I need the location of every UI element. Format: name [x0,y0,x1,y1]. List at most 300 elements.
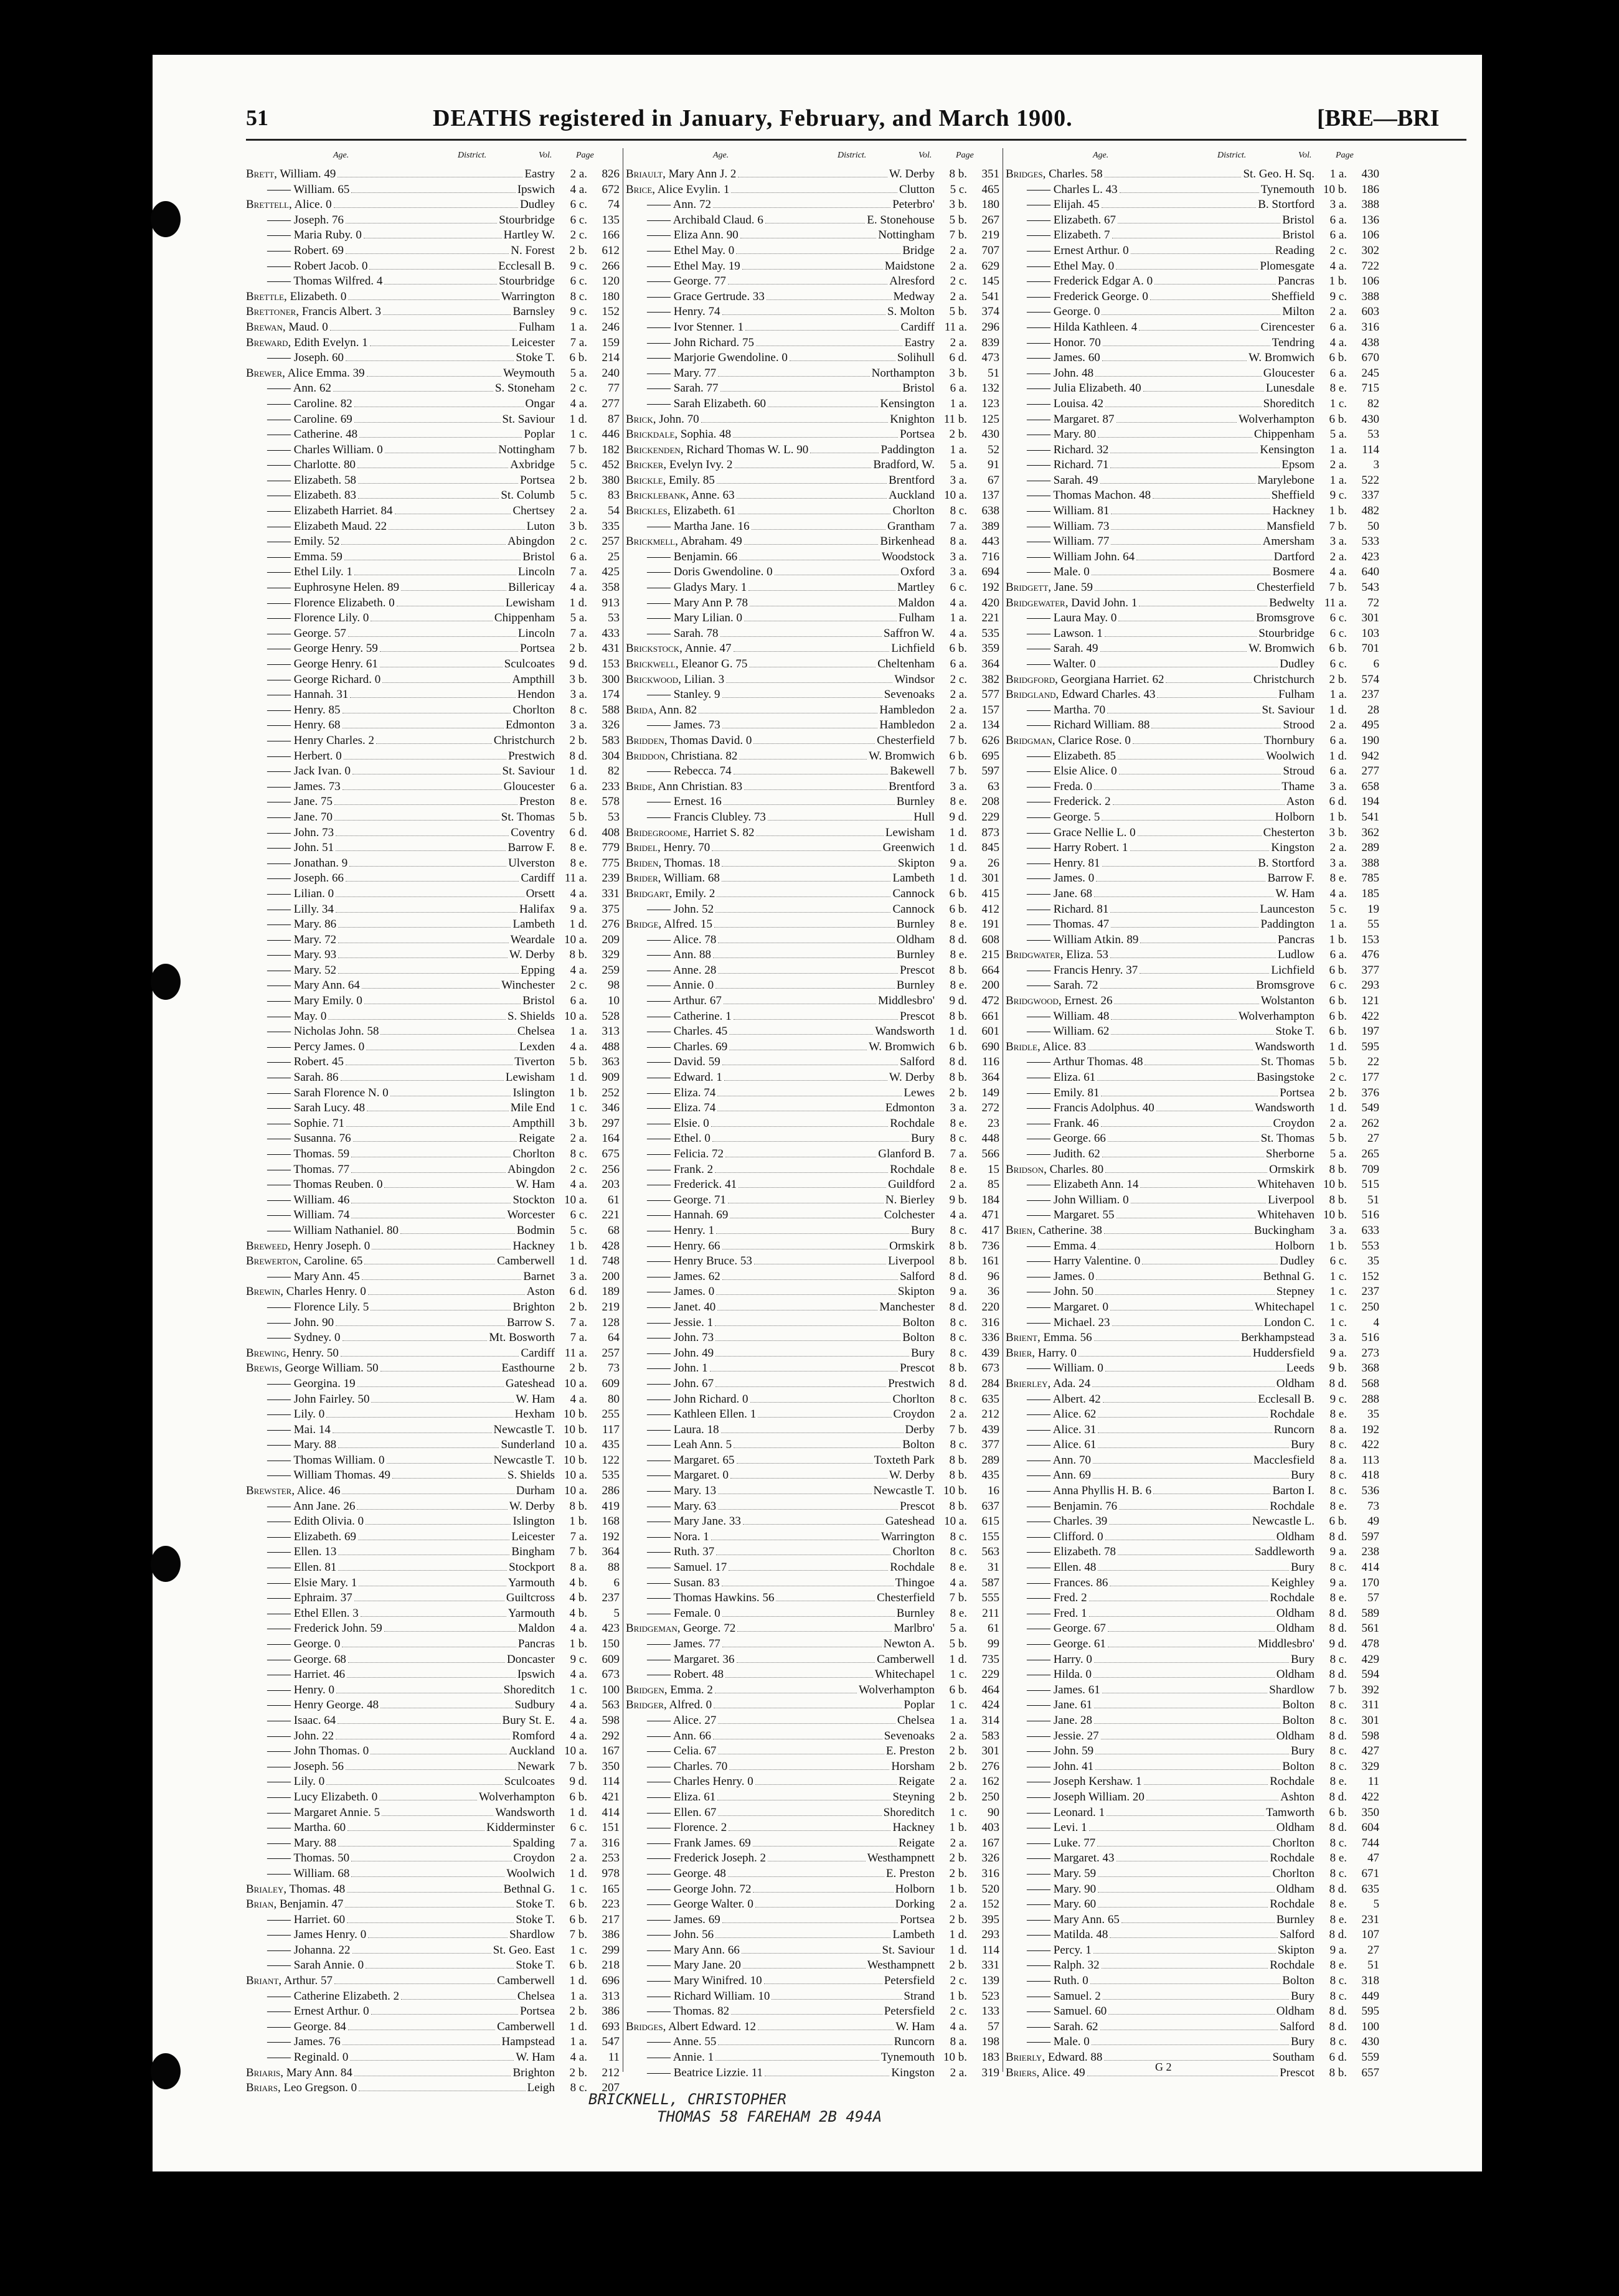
entry-district: Oldham [1276,1668,1315,1682]
register-entry [1006,1254,1379,1269]
entry-page: 255 [602,1408,620,1421]
ditto-dash: —— [647,1285,674,1299]
entry-volume: 3 a. [1329,856,1347,870]
entry-district: Rochdale [890,1561,935,1574]
entry-page: 136 [1361,213,1379,227]
entry-age: 0 [1130,826,1136,839]
ditto-dash: —— [1027,1009,1054,1023]
entry-given-name: Alfred. [663,918,698,931]
leader-dots [1143,391,1264,392]
entry-volume: 8 e. [1329,1898,1347,1911]
entry-name [1006,504,1109,519]
entry-age: 2 [760,1851,767,1865]
entry-volume: 6 c. [1329,657,1347,670]
entry-district: Ecclesall B. [498,259,555,273]
entry-volume: 1 b. [1329,275,1347,288]
entry-name [626,1223,714,1239]
entry-given-name: Percy. [1053,1943,1083,1957]
entry-name [626,1131,710,1147]
leader-dots [1093,1478,1289,1479]
entry-age: 70 [698,841,710,855]
leader-dots [734,651,890,652]
entry-given-name: Henry. [1053,856,1085,870]
entry-page: 151 [602,1821,620,1835]
entry-age: 37 [1126,963,1138,977]
entry-volume: 6 a. [1329,765,1347,778]
leader-dots [358,498,499,499]
entry-name [626,1315,713,1331]
entry-page: 73 [1367,1499,1379,1513]
entry-page: 635 [1361,1882,1379,1896]
entry-age: 67 [702,1376,714,1390]
entry-name [626,2020,756,2035]
entry-name [246,1866,349,1882]
entry-age: 67 [704,1805,717,1819]
entry-page: 135 [602,213,620,227]
entry-page: 289 [981,1453,999,1467]
entry-given-name: Gladys Mary. [673,581,738,595]
register-entry [626,672,999,688]
leader-dots [713,957,895,958]
entry-volume: 10 a. [564,1469,587,1482]
entry-name [246,948,336,963]
register-entry [1006,1637,1379,1652]
entry-surname: Brialey, [246,1882,287,1896]
entry-name [626,1545,714,1560]
entry-district: Auckland [889,489,935,502]
entry-district: Bristol [1282,228,1315,242]
entry-district: Woolwich [1266,749,1315,763]
ditto-dash: —— [267,1683,294,1696]
leader-dots [744,789,887,790]
register-entry [246,1437,620,1453]
entry-page: 465 [981,182,999,196]
register-entry [246,1851,620,1866]
entry-age: 46 [328,1484,341,1498]
entry-volume: 5 a. [1329,428,1347,441]
leader-dots [371,2014,518,2015]
entry-page: 155 [981,1530,999,1543]
ditto-dash: —— [1027,2020,1054,2033]
leader-dots [1102,820,1273,821]
entry-volume: 1 c. [950,1805,967,1819]
entry-name [626,596,748,611]
entry-name [246,1376,356,1392]
entry-volume: 8 c. [1329,2035,1347,2049]
entry-page: 351 [981,167,999,181]
entry-district: Prescot [900,1499,935,1513]
entry-age: 0 [736,611,743,625]
entry-page: 744 [1361,1836,1379,1850]
entry-page: 316 [981,1315,999,1329]
leader-dots [368,1937,507,1938]
entry-district: Epping [521,963,555,977]
leader-dots [1110,1937,1278,1938]
entry-district: Knighton [890,412,935,426]
register-entry [246,626,620,642]
entry-district: S. Shields [507,1009,555,1023]
leader-dots [338,1447,499,1448]
entry-volume: 8 c. [570,289,587,303]
entry-volume: 6 d. [1329,2051,1347,2064]
entry-name [626,2035,716,2050]
entry-age: 42 [1088,1392,1101,1406]
entry-given-name: James. [673,718,706,732]
entry-page: 382 [981,672,999,686]
register-entry [246,412,620,428]
entry-age: 61 [1088,1683,1100,1696]
entry-page: 80 [608,1392,620,1406]
entry-district: Hackney [892,1821,935,1835]
entry-volume: 1 c. [1329,1285,1347,1299]
entry-age: 0 [707,979,714,992]
entry-age: 0 [1082,1974,1088,1988]
entry-given-name: Thomas. [293,1851,335,1865]
entry-district: W. Derby [889,1071,935,1084]
entry-volume: 8 e. [950,948,967,962]
entry-page: 392 [1361,1683,1379,1696]
entry-district: Runcorn [1273,1423,1315,1436]
register-entry [1006,1530,1379,1545]
entry-name [246,733,374,749]
entry-volume: 7 a. [950,1147,967,1160]
entry-age: 49 [702,1346,714,1360]
entry-district: Dudley [1280,657,1315,670]
entry-name [626,228,739,243]
entry-name [246,519,387,535]
leader-dots [1094,1723,1280,1724]
entry-given-name: Emily. [293,535,325,548]
leader-dots [351,192,515,193]
entry-district: Kidderminster [486,1821,555,1835]
column-header-district: District. [1217,151,1247,160]
entry-given-name: Emma. [293,550,328,563]
entry-page: 237 [1361,688,1379,702]
entry-given-name: James. [293,779,326,793]
entry-district: Sculcoates [504,657,555,670]
entry-page: 553 [1361,1239,1379,1253]
entry-given-name: Florence Lily. [293,611,361,625]
entry-name [246,641,378,657]
register-entry [246,1453,620,1469]
entry-name [626,1437,732,1453]
entry-page: 54 [608,504,620,518]
entry-volume: 1 b. [949,1989,967,2003]
register-entry [626,182,999,198]
entry-district: Steyning [892,1790,935,1804]
register-entry [626,534,999,550]
leader-dots [1100,651,1247,652]
entry-name [626,412,699,428]
entry-volume: 4 a. [570,1729,587,1743]
leader-dots [1139,330,1258,331]
entry-given-name: Mary Ann J. [668,167,728,181]
entry-volume: 6 b. [949,902,967,916]
entry-age: 0 [1146,275,1153,288]
entry-volume: 8 d. [949,1300,967,1314]
ditto-dash: —— [267,1576,294,1589]
entry-volume: 9 a. [1329,1346,1347,1360]
register-entry [246,1239,620,1254]
leader-dots [737,1631,892,1632]
entry-given-name: Louisa. [1053,397,1089,410]
entry-volume: 6 a. [1329,948,1347,962]
entry-given-name: Hannah. [673,1208,714,1222]
leader-dots [722,1616,895,1617]
entry-age: 45 [1087,198,1100,212]
entry-surname: Brickdale, [626,428,678,441]
ditto-dash: —— [267,182,294,196]
entry-page: 211 [982,1606,999,1620]
entry-district: W. Bromwich [1248,642,1315,656]
entry-name [246,1621,382,1637]
entry-given-name: William. [280,167,321,181]
entry-page: 223 [602,1898,620,1911]
entry-district: Rochdale [1270,1898,1315,1911]
entry-volume: 8 a. [570,1561,587,1574]
entry-page: 555 [981,1591,999,1605]
entry-name [1006,1958,1100,1974]
register-entry [1006,336,1379,351]
entry-district: Oldham [1276,1821,1315,1835]
entry-age: 0 [357,1959,364,1972]
entry-district: Salford [1280,2020,1315,2033]
entry-volume: 8 c. [950,1346,967,1360]
entry-name [626,1009,732,1025]
entry-name [1006,596,1137,611]
entry-surname: Briars, [246,2081,281,2095]
entry-volume: 8 c. [570,2081,587,2095]
ditto-dash: —— [647,1775,674,1789]
ditto-dash: —— [267,2051,294,2064]
leader-dots [384,284,497,285]
entry-given-name: John. [293,841,319,855]
ditto-dash: —— [267,259,294,273]
entry-surname: Brett, [246,167,277,181]
entry-age: 74 [719,765,732,778]
entry-name [246,1713,336,1729]
register-entry [626,1453,999,1469]
entry-volume: 7 a. [570,626,587,640]
entry-name [1006,794,1111,810]
register-entry [1006,1560,1379,1576]
entry-name [626,1576,720,1591]
register-entry [1006,1208,1379,1223]
entry-volume: 4 a. [1329,259,1347,273]
ditto-dash: —— [647,626,674,640]
column-header-district: District. [838,151,867,160]
entry-surname: Brettle, [246,289,287,303]
entry-age: 69 [715,1040,728,1053]
entry-district: Shoreditch [883,1805,935,1819]
entry-district: Lambeth [512,918,555,931]
ditto-dash: —— [647,2035,673,2049]
entry-page: 448 [981,1132,999,1146]
ditto-dash: —— [267,1269,294,1283]
leader-dots [336,850,506,851]
entry-name [626,1086,715,1101]
entry-volume: 1 d. [569,1805,587,1819]
entry-volume: 2 c. [570,228,587,242]
entry-given-name: Ralph. [1053,1959,1085,1972]
register-entry [246,1805,620,1821]
leader-dots [336,1325,505,1326]
ditto-dash: —— [1027,1408,1053,1421]
ditto-dash: —— [267,1713,294,1727]
ditto-dash: —— [1027,1851,1054,1865]
entry-age: 70 [1093,703,1106,717]
register-entry [1006,1193,1379,1208]
ditto-dash: —— [267,1561,294,1574]
entry-district: Winchester [501,979,555,992]
entry-age: 45 [347,1269,360,1283]
ditto-dash: —— [267,810,294,824]
leader-dots [742,1953,880,1954]
ditto-dash: —— [267,1300,294,1314]
entry-volume: 1 b. [569,1515,587,1528]
entry-district: Cheltenham [877,657,935,670]
entry-given-name: Elizabeth Ann. [1053,1178,1124,1192]
entry-surname: Brewis, [246,1362,282,1375]
register-entry [246,2050,620,2066]
entry-name [1006,1147,1100,1162]
leader-dots [1113,804,1285,805]
entry-age: 1 [1081,1821,1087,1835]
entry-district: Maldon [897,596,935,609]
register-entry [626,733,999,749]
entry-district: Whitechapel [1254,1300,1315,1314]
ditto-dash: —— [267,412,294,426]
ditto-dash: —— [1027,1683,1054,1696]
entry-volume: 5 c. [1329,902,1347,916]
entry-district: Hull [913,810,935,824]
entry-age: 56 [1080,1331,1092,1345]
entry-name [626,274,726,289]
entry-volume: 8 a. [950,2035,967,2049]
leader-dots [1108,2014,1275,2015]
entry-volume: 7 a. [950,519,967,533]
entry-district: Nottingham [878,228,935,242]
entry-given-name: Ivor Stenner. [673,320,735,334]
ditto-dash: —— [647,2051,673,2064]
entry-age: 65 [351,1254,363,1268]
entry-district: Berkhampstead [1240,1331,1315,1345]
entry-district: Doncaster [506,1652,555,1666]
entry-age: 70 [321,810,333,824]
entry-volume: 2 b. [949,1086,967,1099]
entry-given-name: Thomas William. [293,1453,376,1467]
entry-name [246,810,333,826]
register-entry [246,611,620,626]
register-entry [626,902,999,918]
entry-district: Wolstanton [1260,994,1315,1008]
entry-district: Poplar [904,1698,935,1712]
ditto-dash: —— [267,718,294,732]
entry-given-name: Ellen. [1053,1561,1082,1574]
entry-name [626,1407,756,1423]
entry-district: Amersham [1262,535,1315,548]
entry-given-name: Charles. [673,1040,713,1053]
entry-district: Stoke T. [516,1959,555,1972]
entry-district: Warrington [880,1530,935,1543]
entry-district: Abingdon [507,1162,555,1176]
register-entry [1006,1514,1379,1530]
entry-age: 2 [727,458,733,472]
entry-volume: 1 d. [1329,1101,1347,1115]
entry-volume: 8 b. [949,1453,967,1467]
register-entry [626,473,999,489]
entry-volume: 2 c. [570,979,587,992]
entry-given-name: Samuel. [1053,1989,1092,2003]
entry-age: 59 [366,642,378,656]
ditto-dash: —— [1027,841,1054,855]
leader-dots [401,1999,516,2000]
entry-volume: 8 d. [949,1376,967,1390]
entry-name [626,764,732,779]
entry-volume: 3 a. [1329,779,1347,793]
entry-page: 637 [981,1499,999,1513]
entry-volume: 6 a. [570,994,587,1008]
entry-district: Bromsgrove [1256,611,1315,625]
entry-page: 583 [602,733,620,747]
entry-name [246,213,344,228]
entry-age: 46 [333,1668,346,1682]
ditto-dash: —— [647,1025,674,1038]
entry-page: 114 [602,1775,620,1789]
entry-page: 74 [608,198,620,212]
entry-district: Chorlton [892,504,935,518]
entry-age: 40 [1142,1101,1154,1115]
entry-volume: 2 a. [950,718,967,732]
entry-page: 722 [1361,259,1379,273]
ditto-dash: —— [1027,1269,1054,1283]
entry-age: 9 [341,856,348,870]
entry-name [246,2050,348,2066]
entry-given-name: Henry Charles. [293,733,366,747]
register-entry [246,1974,620,1989]
entry-age: 32 [1087,1959,1100,1972]
entry-age: 71 [714,1193,726,1207]
ditto-dash: —— [647,1530,674,1543]
entry-volume: 1 a. [1329,918,1347,931]
entry-district: Strand [904,1989,935,2003]
entry-age: 70 [1079,1453,1091,1467]
register-entry [626,443,999,458]
ditto-dash: —— [1027,443,1054,456]
leader-dots [722,697,882,698]
ditto-dash: —— [647,765,674,778]
entry-name [1006,304,1100,320]
register-entry [246,1086,620,1101]
entry-volume: 7 b. [1329,581,1347,595]
entry-volume: 2 b. [949,1759,967,1773]
register-entry [1006,504,1379,519]
ditto-dash: —— [267,443,294,456]
register-entry [1006,1713,1379,1729]
entry-name [1006,749,1116,765]
entry-name [1006,488,1151,504]
entry-name [1006,550,1135,565]
leader-dots [718,2044,892,2045]
leader-dots [1111,927,1258,928]
entry-district: Aston [526,1285,555,1299]
entry-district: Leicester [511,1530,555,1543]
ditto-dash: —— [647,1561,674,1574]
entry-name [1006,243,1129,259]
entry-given-name: Elsie. [673,1116,701,1130]
entry-volume: 4 b. [569,1576,587,1589]
entry-given-name: Celia. [673,1744,702,1758]
